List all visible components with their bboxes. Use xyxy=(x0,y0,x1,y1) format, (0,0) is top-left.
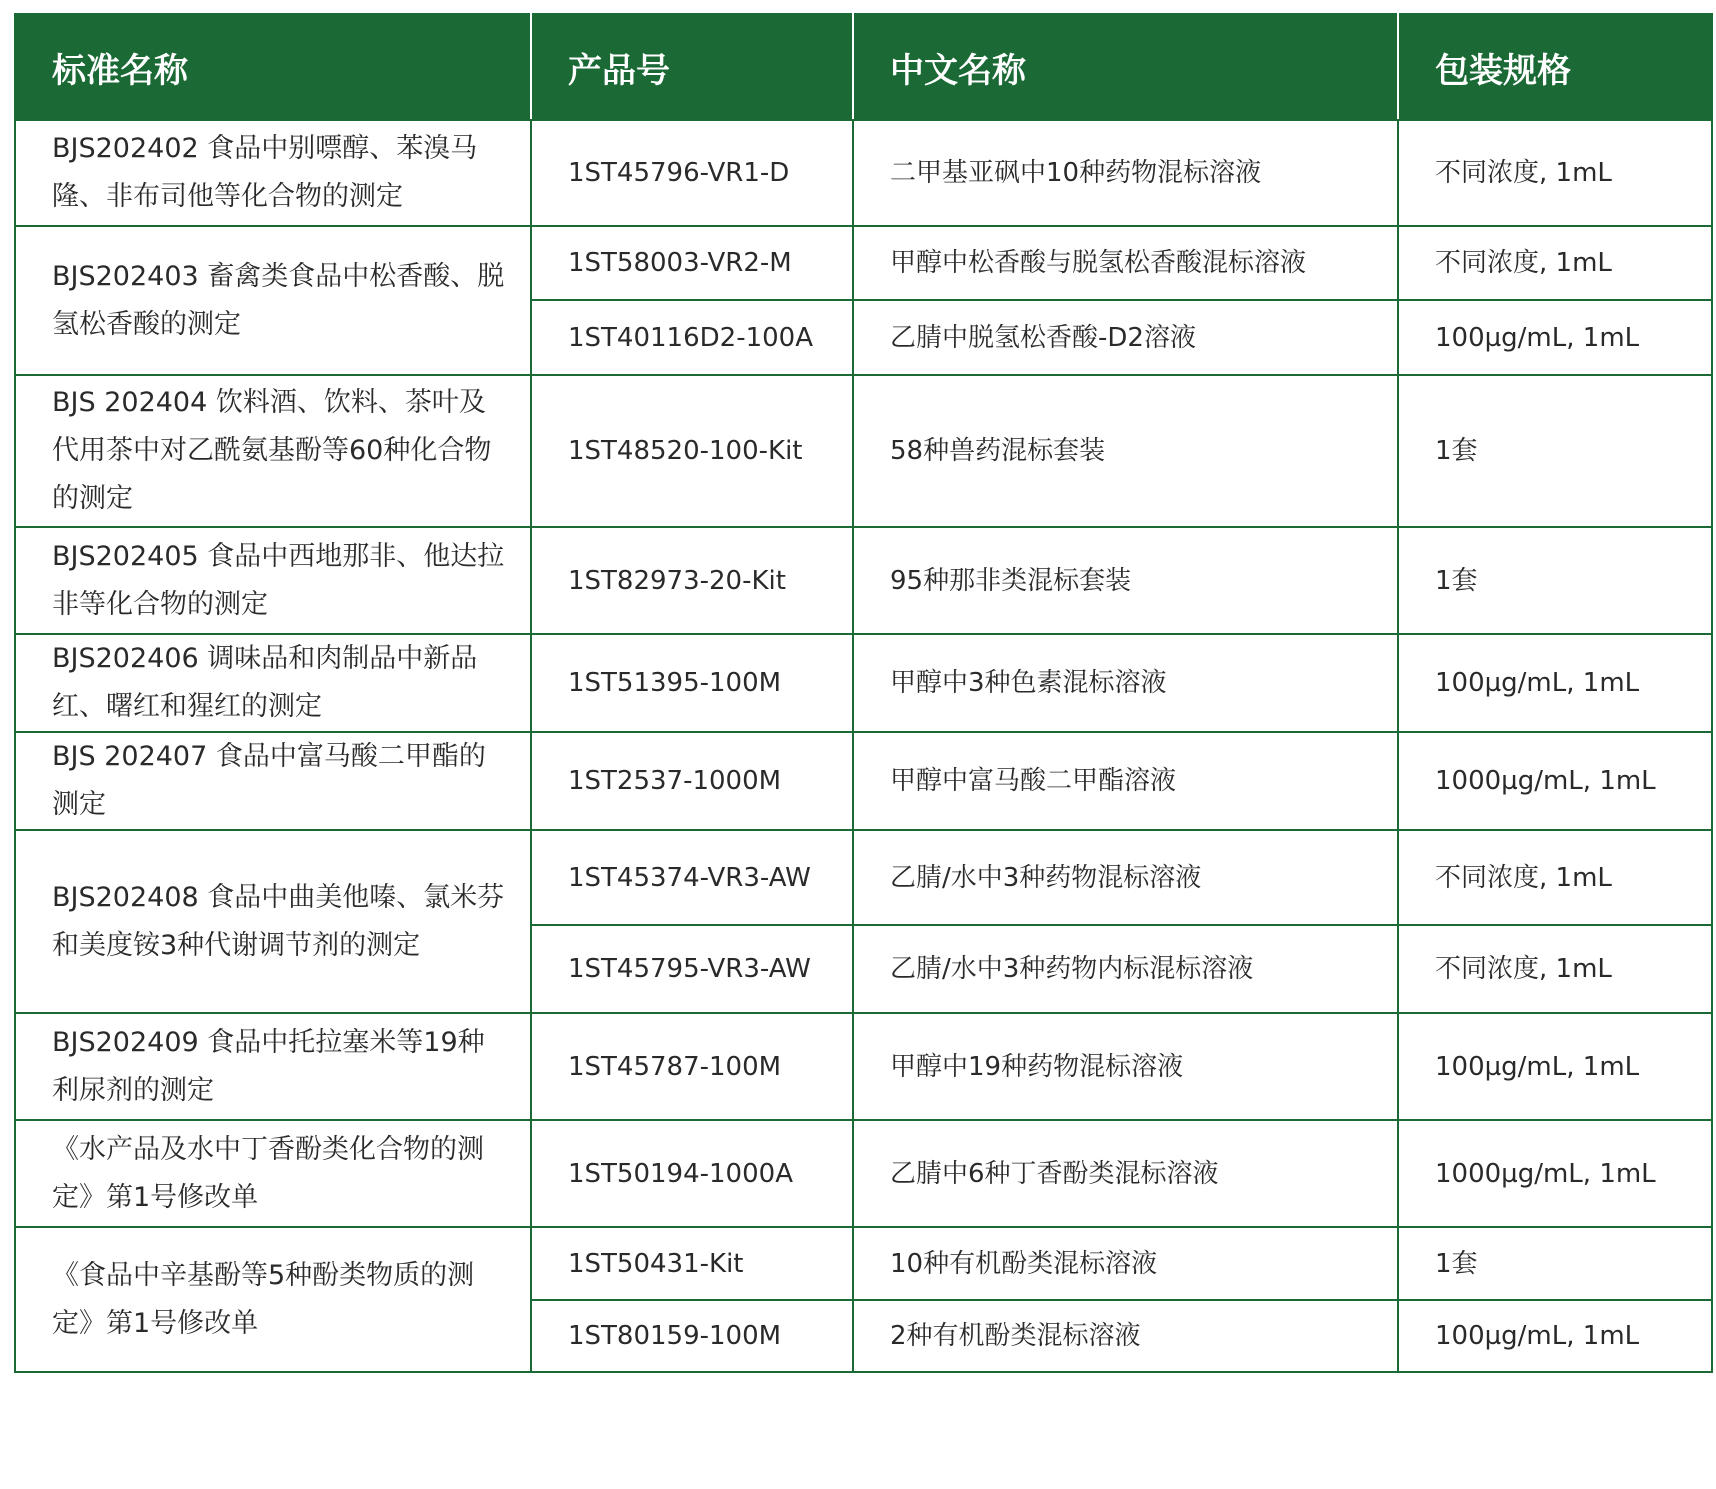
chinese-name-cell: 2种有机酚类混标溶液 xyxy=(853,1300,1398,1372)
standard-name-cell: BJS202405 食品中西地那非、他达拉非等化合物的测定 xyxy=(15,527,531,634)
header-package-spec: 包装规格 xyxy=(1398,14,1712,120)
chinese-name-cell: 甲醇中松香酸与脱氢松香酸混标溶液 xyxy=(853,226,1398,300)
product-code-cell: 1ST45795-VR3-AW xyxy=(531,925,853,1013)
table-row xyxy=(15,830,1712,925)
product-code-cell: 1ST58003-VR2-M xyxy=(531,226,853,300)
package-spec-cell: 1000µg/mL, 1mL xyxy=(1398,1120,1712,1227)
standard-name-cell: 《水产品及水中丁香酚类化合物的测定》第1号修改单 xyxy=(15,1120,531,1227)
package-spec-cell: 1套 xyxy=(1398,1227,1712,1300)
standard-name-cell: BJS202402 食品中别嘌醇、苯溴马隆、非布司他等化合物的测定 xyxy=(15,120,531,226)
chinese-name-cell: 10种有机酚类混标溶液 xyxy=(853,1227,1398,1300)
package-spec-cell: 100µg/mL, 1mL xyxy=(1398,1013,1712,1120)
chinese-name-cell: 甲醇中19种药物混标溶液 xyxy=(853,1013,1398,1120)
package-spec-cell: 不同浓度, 1mL xyxy=(1398,830,1712,925)
chinese-name-cell: 二甲基亚砜中10种药物混标溶液 xyxy=(853,120,1398,226)
product-code-cell: 1ST40116D2-100A xyxy=(531,300,853,375)
chinese-name-cell: 乙腈/水中3种药物混标溶液 xyxy=(853,830,1398,925)
package-spec-cell: 不同浓度, 1mL xyxy=(1398,120,1712,226)
product-code-cell: 1ST45787-100M xyxy=(531,1013,853,1120)
standard-name-cell: BJS202406 调味品和肉制品中新品红、曙红和猩红的测定 xyxy=(15,634,531,732)
standard-name-cell: BJS202408 食品中曲美他嗪、氯米芬和美度铵3种代谢调节剂的测定 xyxy=(15,830,531,1013)
product-code-cell: 1ST2537-1000M xyxy=(531,732,853,830)
table-row xyxy=(15,120,1712,226)
table-row xyxy=(15,375,1712,527)
table-row xyxy=(15,634,1712,732)
header-standard-name: 标准名称 xyxy=(15,14,531,120)
header-chinese-name: 中文名称 xyxy=(853,14,1398,120)
header-product-code: 产品号 xyxy=(531,14,853,120)
standard-name-cell: BJS202409 食品中托拉塞米等19种利尿剂的测定 xyxy=(15,1013,531,1120)
chinese-name-cell: 95种那非类混标套装 xyxy=(853,527,1398,634)
product-code-cell: 1ST45796-VR1-D xyxy=(531,120,853,226)
table-body xyxy=(15,120,1712,1372)
package-spec-cell: 不同浓度, 1mL xyxy=(1398,925,1712,1013)
standard-name-cell: 《食品中辛基酚等5种酚类物质的测定》第1号修改单 xyxy=(15,1227,531,1372)
table-row xyxy=(15,226,1712,300)
product-code-cell: 1ST80159-100M xyxy=(531,1300,853,1372)
table-row xyxy=(15,1227,1712,1300)
standard-name-cell: BJS 202404 饮料酒、饮料、茶叶及代用茶中对乙酰氨基酚等60种化合物的测定 xyxy=(15,375,531,527)
chinese-name-cell: 乙腈中脱氢松香酸-D2溶液 xyxy=(853,300,1398,375)
product-code-cell: 1ST82973-20-Kit xyxy=(531,527,853,634)
table-header-row xyxy=(15,14,1712,120)
product-code-cell: 1ST51395-100M xyxy=(531,634,853,732)
product-code-cell: 1ST45374-VR3-AW xyxy=(531,830,853,925)
standard-name-cell: BJS 202407 食品中富马酸二甲酯的测定 xyxy=(15,732,531,830)
table-row xyxy=(15,1120,1712,1227)
table-row xyxy=(15,527,1712,634)
package-spec-cell: 不同浓度, 1mL xyxy=(1398,226,1712,300)
chinese-name-cell: 甲醇中3种色素混标溶液 xyxy=(853,634,1398,732)
package-spec-cell: 100µg/mL, 1mL xyxy=(1398,634,1712,732)
product-table xyxy=(14,13,1713,1373)
chinese-name-cell: 58种兽药混标套装 xyxy=(853,375,1398,527)
product-code-cell: 1ST50194-1000A xyxy=(531,1120,853,1227)
package-spec-cell: 1套 xyxy=(1398,375,1712,527)
table-row xyxy=(15,1013,1712,1120)
package-spec-cell: 1000µg/mL, 1mL xyxy=(1398,732,1712,830)
package-spec-cell: 1套 xyxy=(1398,527,1712,634)
product-code-cell: 1ST48520-100-Kit xyxy=(531,375,853,527)
chinese-name-cell: 乙腈/水中3种药物内标混标溶液 xyxy=(853,925,1398,1013)
chinese-name-cell: 乙腈中6种丁香酚类混标溶液 xyxy=(853,1120,1398,1227)
package-spec-cell: 100µg/mL, 1mL xyxy=(1398,300,1712,375)
standard-name-cell: BJS202403 畜禽类食品中松香酸、脱氢松香酸的测定 xyxy=(15,226,531,375)
chinese-name-cell: 甲醇中富马酸二甲酯溶液 xyxy=(853,732,1398,830)
table-row xyxy=(15,732,1712,830)
package-spec-cell: 100µg/mL, 1mL xyxy=(1398,1300,1712,1372)
product-code-cell: 1ST50431-Kit xyxy=(531,1227,853,1300)
